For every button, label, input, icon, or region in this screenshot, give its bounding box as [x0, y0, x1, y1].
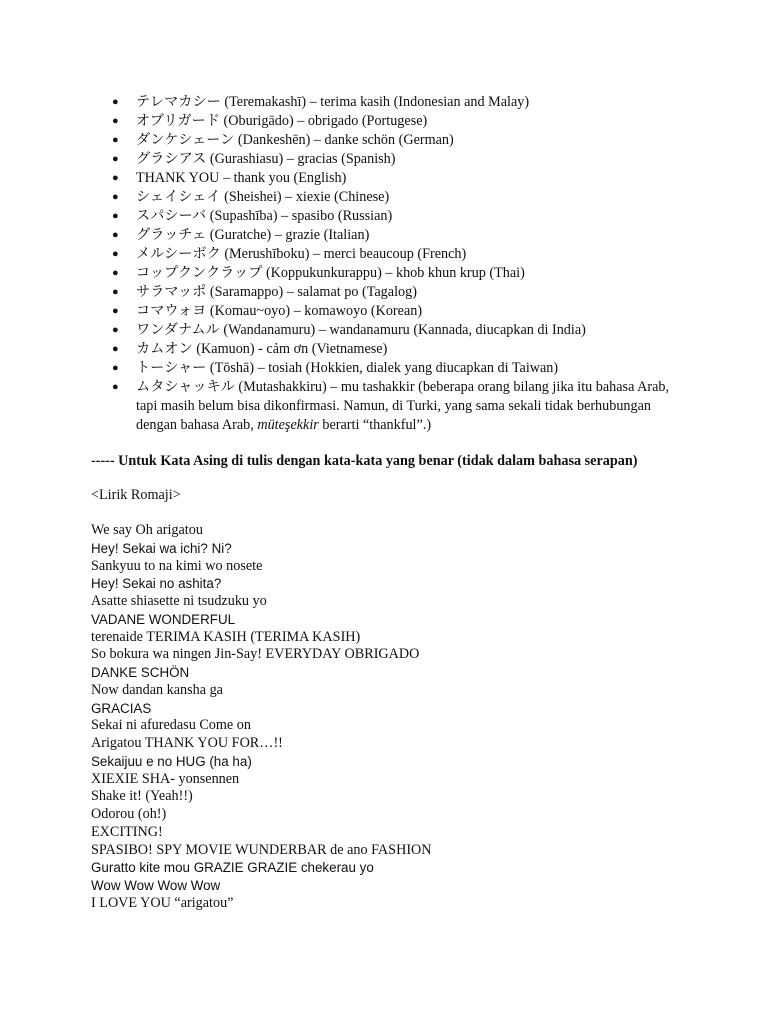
list-item-italic: müteşekkir: [257, 417, 319, 433]
list-item-text: グラシアス (Gurashiasu) – gracias (Spanish): [136, 151, 396, 167]
lyric-line: Hey! Sekai no ashita?: [91, 576, 222, 592]
lyric-line: EXCITING!: [91, 823, 163, 840]
bullet-icon: ●: [112, 210, 119, 222]
list-item-text: サラマッポ (Saramappo) – salamat po (Tagalog): [136, 284, 417, 300]
list-item: [112, 150, 672, 169]
list-item: [112, 245, 672, 264]
bullet-icon: ●: [112, 324, 119, 336]
list-item-text: スパシーバ (Supashība) – spasibo (Russian): [136, 208, 393, 224]
lyric-line: Hey! Sekai wa ichi? Ni?: [91, 540, 232, 556]
lyric-line: SPASIBO! SPY MOVIE WUNDERBAR de ano FASHION: [91, 841, 432, 858]
bullet-icon: ●: [112, 362, 119, 374]
list-item: [112, 226, 672, 245]
thank-you-list: [112, 93, 672, 435]
lyric-line: Sekai ni afuredasu Come on: [91, 717, 251, 734]
bullet-icon: ●: [112, 96, 119, 108]
lyric-line: GRACIAS: [91, 700, 152, 716]
lyric-line: Now dandan kansha ga: [91, 681, 223, 698]
bullet-icon: ●: [112, 248, 119, 260]
lyric-line: Guratto kite mou GRAZIE GRAZIE chekerau yo: [91, 860, 374, 876]
lyric-line: Odorou (oh!): [91, 806, 167, 822]
list-item-text: ムタシャッキル (Mutashakkiru) – mu tashakkir (beberapa orang bilang jika itu bahasa Arab, tapi masih belum bisa dikonfirmasi. Namun, di Turki, yang sama sekali tidak berhubungan dengan bahasa Arab,: [136, 379, 670, 433]
list-item: [112, 283, 672, 302]
bullet-icon: ●: [112, 381, 119, 393]
list-item: [112, 169, 672, 188]
list-item-text: トーシャー (Tōshā) – tosiah (Hokkien, dialek yang diucapkan di Taiwan): [136, 360, 559, 376]
list-item: [112, 112, 672, 131]
list-item: [112, 340, 672, 359]
lyric-line: Wow Wow Wow Wow: [91, 878, 221, 893]
list-item-text: カムオン (Kamuon) - cảm ơn (Vietnamese): [136, 341, 388, 357]
bullet-icon: ●: [112, 172, 119, 184]
bullet-icon: ●: [112, 229, 119, 241]
lyric-line: XIEXIE SHA- yonsennen: [91, 770, 240, 787]
list-item-text: THANK YOU – thank you (English): [136, 170, 347, 186]
lyric-line: terenaide TERIMA KASIH (TERIMA KASIH): [91, 628, 361, 645]
lyric-line: Sekaijuu e no HUG (ha ha): [91, 753, 252, 769]
lyric-line: Arigatou THANK YOU FOR…!!: [91, 735, 283, 751]
lyric-line: We say Oh arigatou: [91, 522, 203, 538]
list-item: [112, 321, 672, 340]
list-item-text: テレマカシー (Teremakashī) – terima kasih (Indonesian and Malay): [136, 94, 530, 110]
lyric-line: DANKE SCHÖN: [91, 665, 190, 680]
list-item-text: ワンダナムル (Wandanamuru) – wandanamuru (Kannada, diucapkan di India): [136, 322, 586, 338]
list-item-text: オブリガード (Oburigādo) – obrigado (Portugese): [136, 113, 428, 129]
bullet-icon: ●: [112, 191, 119, 203]
list-item: [112, 264, 672, 283]
list-item: [112, 131, 672, 150]
list-item: [112, 359, 672, 378]
list-item: [112, 378, 672, 435]
lyric-line: Asatte shiasette ni tsudzuku yo: [91, 593, 267, 609]
bullet-icon: ●: [112, 115, 119, 127]
lyric-line: VADANE WONDERFUL: [91, 611, 236, 627]
list-item: [112, 93, 672, 112]
list-item-text: メルシーボク (Merushīboku) – merci beaucoup (French): [136, 246, 467, 262]
list-item-text: シェイシェイ (Sheishei) – xiexie (Chinese): [136, 189, 390, 205]
bullet-icon: ●: [112, 343, 119, 355]
list-item: [112, 302, 672, 321]
list-item-text: ダンケシェーン (Dankeshēn) – danke schön (German): [136, 132, 454, 148]
lyric-line: So bokura wa ningen Jin-Say! EVERYDAY OBRIGADO: [91, 646, 420, 663]
romaji-label: <Lirik Romaji>: [91, 487, 181, 503]
list-item-text: berarti “thankful”.): [318, 417, 432, 433]
bullet-icon: ●: [112, 305, 119, 317]
bullet-icon: ●: [112, 286, 119, 298]
list-item-text: コップクンクラップ (Koppukunkurappu) – khob khun krup (Thai): [136, 265, 525, 281]
lyrics-block: [91, 522, 691, 913]
list-item: [112, 188, 672, 207]
lyric-line: Sankyuu to na kimi wo nosete: [91, 557, 263, 574]
list-item-text: グラッチェ (Guratche) – grazie (Italian): [136, 227, 370, 243]
list-item-text: コマウォヨ (Komau~oyo) – komawoyo (Korean): [136, 303, 423, 319]
lyric-line: Shake it! (Yeah!!): [91, 788, 193, 805]
section-heading: ----- Untuk Kata Asing di tulis dengan kata-kata yang benar (tidak dalam bahasa serapan): [91, 453, 638, 469]
list-item: [112, 207, 672, 226]
bullet-icon: ●: [112, 153, 119, 165]
bullet-icon: ●: [112, 134, 119, 146]
bullet-icon: ●: [112, 267, 119, 279]
lyric-line: I LOVE YOU “arigatou”: [91, 894, 234, 911]
